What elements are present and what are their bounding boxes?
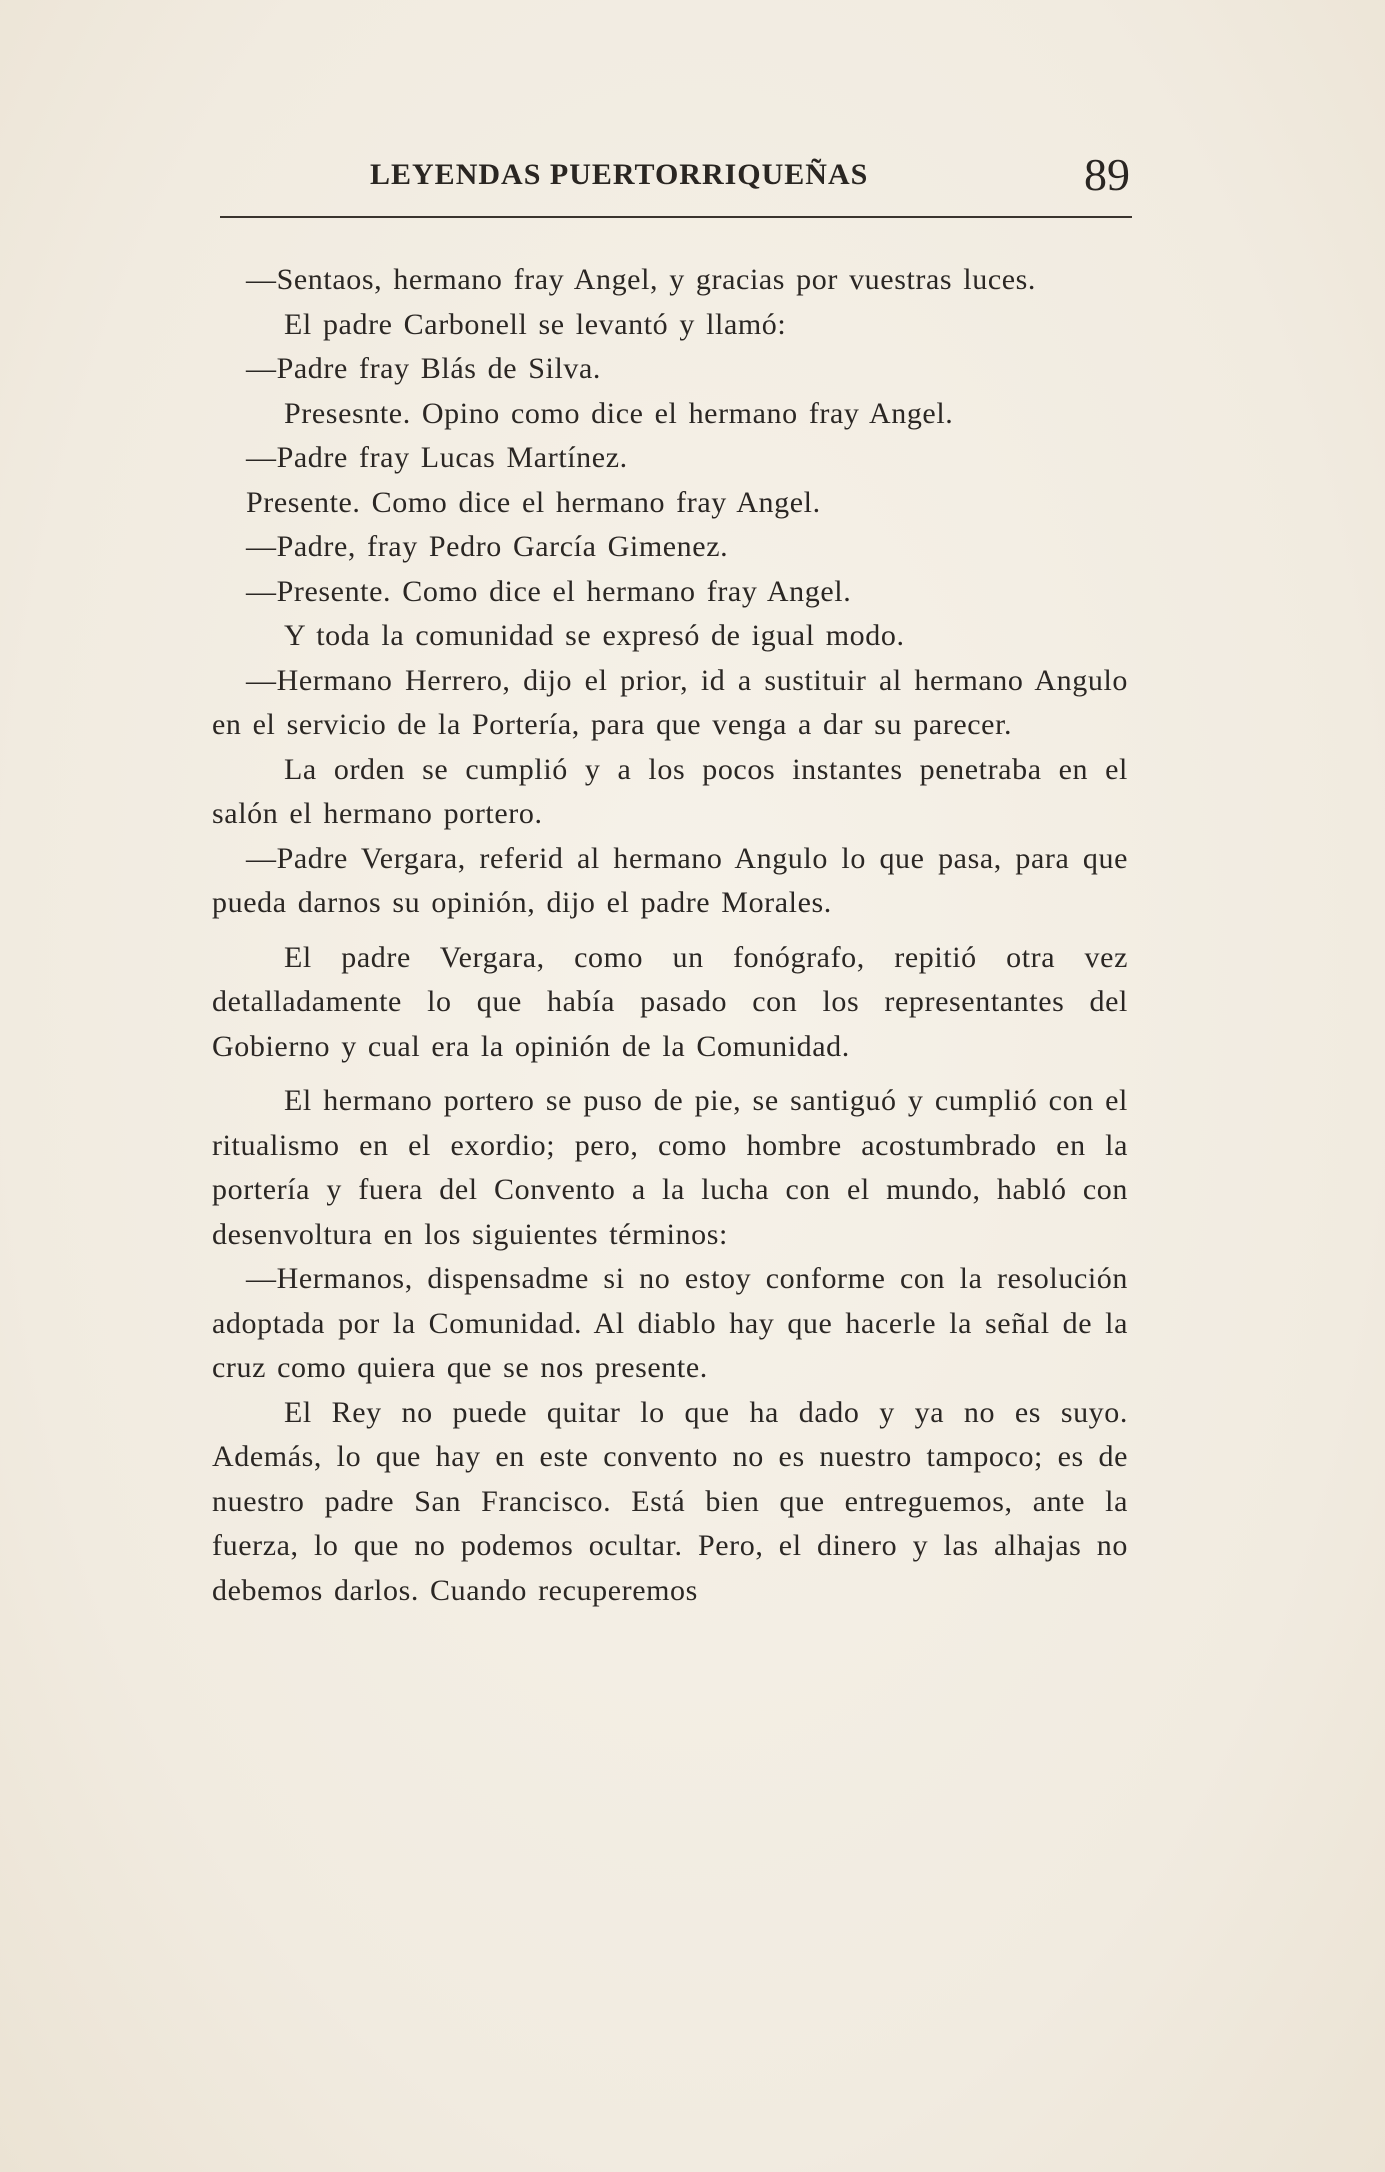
paragraph: El padre Vergara, como un fonógrafo, repitió otra vez detalladamente lo que había pasado con los representantes del Gobierno y cual era la opinión de la Comunidad. <box>212 940 1128 1063</box>
paragraph: —Padre, fray Pedro García Gimenez. <box>246 530 729 563</box>
paragraph: —Sentaos, hermano fray Angel, y gracias por vuestras luces. <box>246 263 1037 296</box>
paragraph: —Padre fray Lucas Martínez. <box>246 441 628 474</box>
paragraph: —Presente. Como dice el hermano fray Angel. <box>246 574 852 608</box>
paragraph: Y toda la comunidad se expresó de igual modo. <box>284 619 905 652</box>
header-rule <box>220 216 1132 218</box>
paragraph: —Hermanos, dispensadme si no estoy conforme con la resolución adoptada por la Comunidad. Al diablo hay que hacerle la señal de la cruz como quiera que se nos presente. <box>212 1262 1128 1384</box>
paragraph: —Padre fray Blás de Silva. <box>246 352 602 385</box>
body-text <box>212 258 1128 1613</box>
paragraph: Presesnte. Opino como dice el hermano fray Angel. <box>284 396 954 430</box>
page-number: 89 <box>1084 149 1130 200</box>
paragraph: El hermano portero se puso de pie, se santiguó y cumplió con el ritualismo en el exordio; pero, como hombre acostumbrado en la portería y fuera del Convento a la lucha con el mundo, habló con desenvoltura en los siguientes términos: <box>212 1084 1128 1251</box>
running-title: LEYENDAS PUERTORRIQUEÑAS <box>370 158 869 191</box>
paragraph: El padre Carbonell se levantó y llamó: <box>284 307 787 341</box>
paragraph: —Hermano Herrero, dijo el prior, id a sustituir al hermano Angulo en el servicio de la Portería, para que venga a dar su parecer. <box>212 663 1128 741</box>
page-header <box>220 150 1130 220</box>
paragraph: La orden se cumplió y a los pocos instantes penetraba en el salón el hermano portero. <box>212 752 1128 830</box>
paragraph: —Padre Vergara, referid al hermano Angulo lo que pasa, para que pueda darnos su opinión, dijo el padre Morales. <box>212 841 1128 919</box>
paragraph: El Rey no puede quitar lo que ha dado y ya no es suyo. Además, lo que hay en este convento no es nuestro tampoco; es de nuestro padre San Francisco. Está bien que entreguemos, ante la fuerza, lo que no podemos ocultar. Pero, el dinero y las alhajas no debemos darlos. Cuando recuperemos <box>212 1395 1128 1607</box>
paragraph: Presente. Como dice el hermano fray Angel. <box>246 485 821 519</box>
